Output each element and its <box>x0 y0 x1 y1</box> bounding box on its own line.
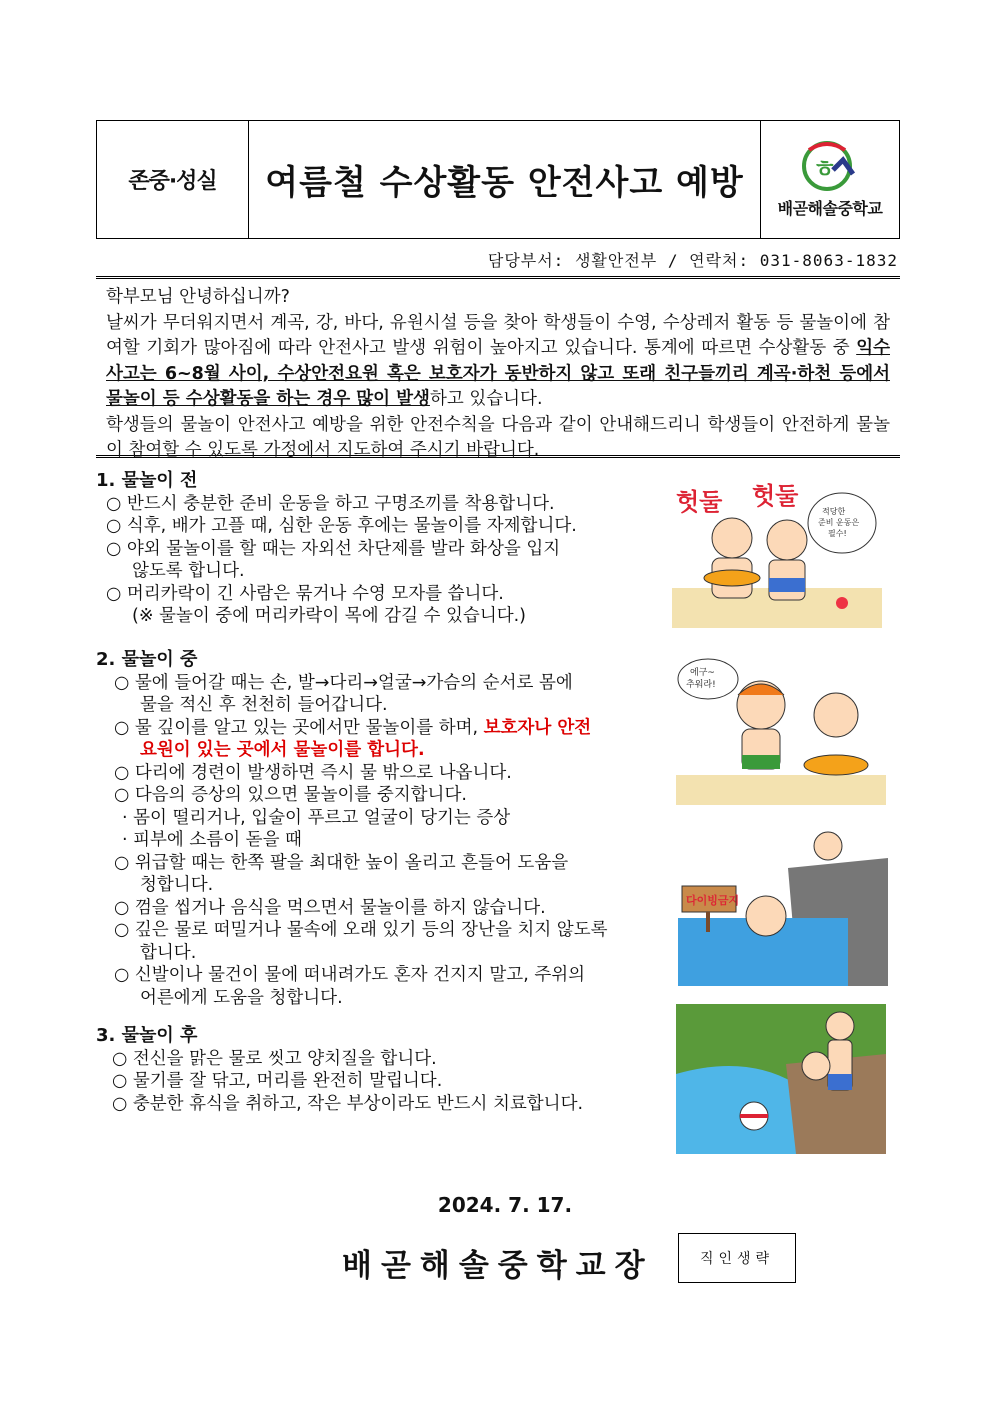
school-name: 배곧해솔중학교 <box>777 199 883 218</box>
list-item: ○ 머리카락이 긴 사람은 묶거나 수영 모자를 씁니다. <box>106 583 504 604</box>
list-item-continuation: 합니다. <box>140 942 197 963</box>
greeting: 학부모님 안녕하십니까? <box>106 287 290 307</box>
illus-caption-right: 헛둘 <box>752 482 799 510</box>
svg-text:준비 운동은: 준비 운동은 <box>818 518 860 527</box>
section-heading: 3. 물놀이 후 <box>96 1025 198 1046</box>
svg-text:추워라!: 추워라! <box>686 680 716 690</box>
svg-text:적당한: 적당한 <box>822 507 846 516</box>
signer-principal: 배곧해솔중학교장 <box>342 1248 654 1284</box>
list-item: ○ 반드시 충분한 준비 운동을 하고 구명조끼를 착용합니다. <box>106 493 555 514</box>
document-header <box>96 120 900 239</box>
diving-illustration <box>678 828 888 986</box>
document-date: 2024. 7. 17. <box>437 1193 573 1217</box>
cold-kids-illustration <box>676 655 886 805</box>
intro-box <box>96 276 900 458</box>
list-item: ○ 다리에 경련이 발생하면 즉시 물 밖으로 나옵니다. <box>114 762 512 783</box>
list-item-continuation: 청합니다. <box>140 875 214 895</box>
section-heading: 2. 물놀이 중 <box>96 649 198 670</box>
warning-text: 보호자나 안전 <box>483 717 592 738</box>
contact-info: 담당부서: 생활안전부 / 연락처: 031-8063-1832 <box>487 251 898 270</box>
section-during-swimming <box>96 649 656 1009</box>
after-swim-illustration <box>676 1004 886 1154</box>
list-item: ○ 전신을 맑은 물로 씻고 양치질을 합니다. <box>112 1048 437 1069</box>
illus-caption-left: 헛둘 <box>676 488 723 516</box>
list-item: ○ 다음의 증상의 있으면 물놀이를 중지합니다. <box>114 785 467 805</box>
list-item-continuation: 물을 적신 후 천천히 들어갑니다. <box>140 695 388 715</box>
section-after-swimming <box>96 1025 676 1115</box>
no-diving-sign: 다이빙금지 <box>686 894 740 907</box>
sub-list-item: · 몸이 떨리거나, 입술이 푸르고 얼굴이 당기는 증상 <box>122 807 511 828</box>
list-item-continuation: 않도록 합니다. <box>132 561 245 581</box>
list-item-note: (※ 물놀이 중에 머리카락이 목에 감길 수 있습니다.) <box>132 606 527 626</box>
intro-paragraph-2: 학생들의 물놀이 안전사고 예방을 위한 안전수칙을 다음과 같이 안내해드리니 학생들이 안전하게 물놀이 참여할 수 있도록 가정에서 지도하여 주시기 바랍니다. <box>106 414 890 460</box>
list-item: ○ 물에 들어갈 때는 손, 발→다리→얼굴→가슴의 순서로 몸에 <box>114 672 573 693</box>
list-item: ○ 충분한 휴식을 취하고, 작은 부상이라도 반드시 치료합니다. <box>112 1093 584 1114</box>
list-item: ○ 야외 물놀이를 할 때는 자외선 차단제를 발라 화상을 입지 <box>106 538 561 559</box>
school-motto: 존중·성실 <box>97 121 249 238</box>
school-logo <box>761 121 899 238</box>
list-item: ○ 신발이나 물건이 물에 떠내려가도 혼자 건지지 말고, 주위의 <box>114 965 586 985</box>
intro-highlight: 익수사고는 6~8월 사이, 수상안전요원 혹은 보호자가 동반하지 않고 또래 친구들끼리 계곡·하천 등에서 물놀이 등 수상활동을 하는 경우 많이 발생 <box>106 338 890 409</box>
list-item: ○ 식후, 배가 고플 때, 심한 운동 후에는 물놀이를 자제합니다. <box>106 516 577 536</box>
document-title: 여름철 수상활동 안전사고 예방 <box>249 121 761 238</box>
list-item: ○ 물기를 잘 닦고, 머리를 완전히 말립니다. <box>112 1071 443 1091</box>
intro-paragraph-1: 날씨가 무더워지면서 계곡, 강, 바다, 유원시설 등을 찾아 학생들이 수영, 수상레저 활동 등 물놀이에 참여할 기회가 많아짐에 따라 안전사고 발생 위험이 높아지고 있습니다. 통계에 따르면 수상활동 중 익수사고는 6~8월 사이, 수상안전요원 혹은 보호자가 동반하지 않고 또래 친구들끼리 계곡·하천 등에서 물놀이 등 수상활동을 하는 경우 많이 발생하고 있습니다. <box>106 312 890 409</box>
seal-omitted-box: 직인생략 <box>678 1233 796 1283</box>
warning-text-continuation: 요원이 있는 곳에서 물놀이를 합니다. <box>140 740 425 760</box>
svg-text:에구~: 에구~ <box>690 668 715 678</box>
sub-list-item: · 피부에 소름이 돋을 때 <box>122 830 302 850</box>
svg-text:ㅎ: ㅎ <box>813 155 837 183</box>
list-item-continuation: 어른에게 도움을 청합니다. <box>140 987 343 1008</box>
list-item: ○ 깊은 물로 떠밀거나 물속에 오래 있기 등의 장난을 치지 않도록 <box>114 920 608 940</box>
list-item: ○ 물 깊이를 알고 있는 곳에서만 물놀이를 하며, 보호자나 안전 <box>114 717 592 738</box>
list-item: ○ 껌을 씹거나 음식을 먹으면서 물놀이를 하지 않습니다. <box>114 897 546 918</box>
school-emblem-icon <box>799 140 861 192</box>
section-heading: 1. 물놀이 전 <box>96 470 198 491</box>
svg-text:필수!: 필수! <box>828 529 847 538</box>
warmup-illustration <box>672 478 882 628</box>
section-before-swimming <box>96 470 656 628</box>
list-item: ○ 위급할 때는 한쪽 팔을 최대한 높이 올리고 흔들어 도움을 <box>114 852 569 873</box>
